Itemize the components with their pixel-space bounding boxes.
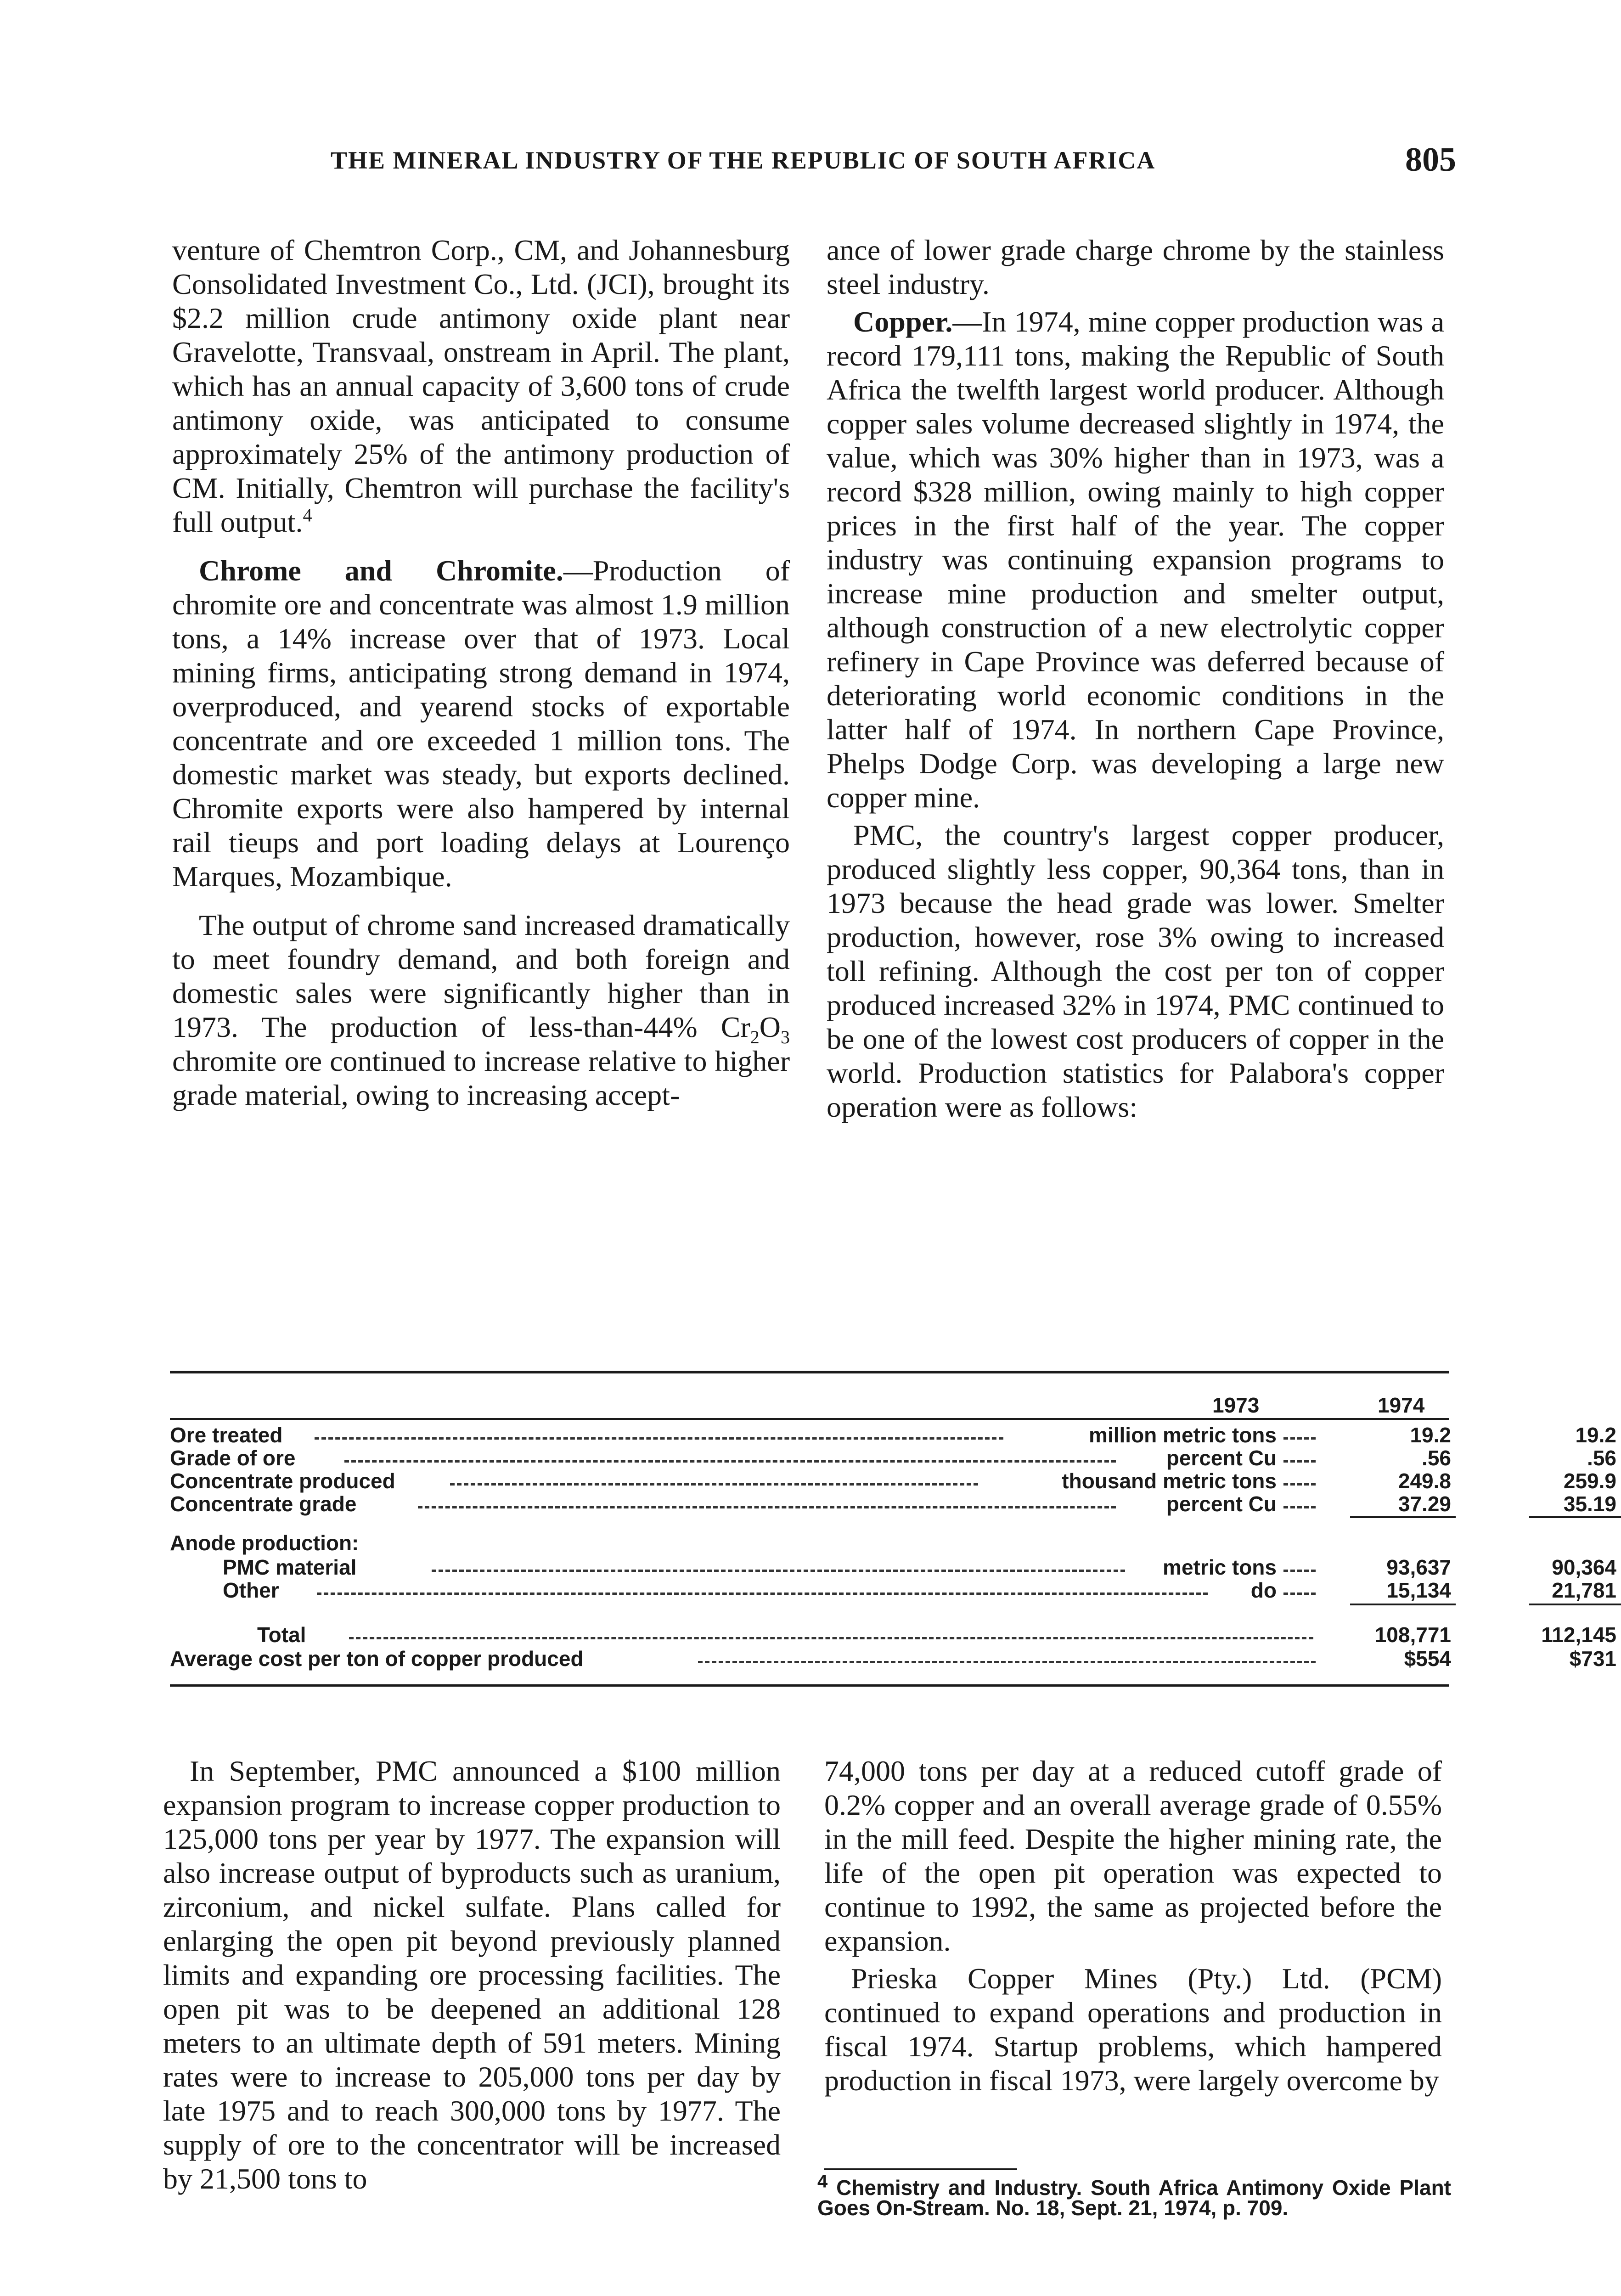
- anode-heading: Anode production:: [170, 1531, 359, 1555]
- paragraph-continued: ance of lower grade charge chrome by the stainless steel industry.: [827, 234, 1444, 300]
- row-label: PMC material: [223, 1555, 357, 1579]
- table-row: [170, 1531, 1449, 1554]
- paragraph-antimony: [172, 233, 790, 539]
- leader-dots: [1283, 1483, 1316, 1486]
- subtotal-rule: [1529, 1516, 1621, 1518]
- leader-dots: [349, 1637, 1313, 1639]
- column-top-right: [827, 233, 1444, 1128]
- subscript: 3: [781, 1026, 790, 1047]
- running-title: THE MINERAL INDUSTRY OF THE REPUBLIC OF SOUTH AFRICA: [331, 146, 1156, 174]
- leader-dots: [1283, 1460, 1316, 1463]
- leader-dots: [698, 1661, 1316, 1663]
- table-row: [170, 1647, 1616, 1671]
- table-row: [170, 1469, 1616, 1493]
- table-row: [170, 1446, 1616, 1470]
- paragraph-prieska: Prieska Copper Mines (Pty.) Ltd. (PCM) continued to expand operations and production in fiscal 1974. Startup problems, which hampered production in fiscal 1973, were largely overcome by: [824, 1962, 1442, 2097]
- footnote: [817, 2171, 1451, 2220]
- column-bottom-left: [163, 1754, 781, 2200]
- value-1974: 112,145: [1541, 1623, 1616, 1647]
- footnote-marker: 4: [817, 2171, 828, 2192]
- leader-dots: [315, 1437, 1003, 1440]
- leader-dots: [418, 1506, 1116, 1508]
- row-label: Concentrate grade: [170, 1492, 357, 1516]
- footnote-ref: 4: [303, 505, 312, 526]
- row-label: Total: [257, 1623, 306, 1647]
- table-bottom-rule: [170, 1684, 1449, 1687]
- table-header-rule: [170, 1418, 1449, 1420]
- leader-dots: [317, 1593, 1208, 1595]
- value-1974: .56: [1587, 1446, 1616, 1470]
- em-dash: —: [563, 554, 593, 587]
- row-label: Ore treated: [170, 1423, 283, 1447]
- column-top-left: [172, 233, 790, 1116]
- value-1973: 108,771: [1374, 1623, 1451, 1647]
- paragraph-chrome-sand: [172, 908, 790, 1112]
- footnote-text: Chemistry and Industry. South Africa Antimony Oxide Plant Goes On-Stream. No. 18, Sept. 21, 1974, p. 709.: [817, 2176, 1451, 2220]
- table-row: [170, 1492, 1616, 1516]
- paragraph-text: In 1974, mine copper production was a record 179,111 tons, making the Republic of South Africa the twelfth largest world producer. Although copper sales volume decreased slightly in 1974, the value, which was 30% higher than in 1973, was a record $328 million, owing mainly to high copper prices in the first half of the year. The copper industry was continuing expansion programs to increase mine production and smelter output, although construction of a new electrolytic copper refinery in Cape Province was deferred because of deteriorating world economic conditions in the latter half of 1974. In northern Cape Province, Phelps Dodge Corp. was developing a large new copper mine.: [827, 305, 1444, 814]
- leader-dots: [344, 1460, 1116, 1463]
- table-row: [170, 1578, 1616, 1602]
- table-row: [170, 1555, 1616, 1579]
- paragraph-copper: [827, 305, 1444, 815]
- column-header-1974: 1974: [1378, 1393, 1425, 1417]
- value-1973: 15,134: [1386, 1578, 1451, 1602]
- paragraph-text: The output of chrome sand increased dramatically to meet foundry demand, and both foreign and domestic sales were significantly higher than in 1973. The production of less-than-44% Cr: [172, 909, 790, 1043]
- row-unit: thousand metric tons: [1062, 1469, 1277, 1493]
- leader-dots: [450, 1483, 978, 1486]
- paragraph-text: venture of Chemtron Corp., CM, and Johannesburg Consolidated Investment Co., Ltd. (JCI), brought its $2.2 million crude antimony oxide plant near Gravelotte, Transvaal, onstream in April. The plant, which has an annual capacity of 3,600 tons of crude antimony oxide, was anticipated to consume approximately 25% of the antimony production of CM. Initially, Chemtron will purchase the facility's full output.: [172, 234, 790, 538]
- column-bottom-right: [824, 1754, 1442, 2101]
- page-number: 805: [1405, 141, 1456, 179]
- row-unit: do: [1250, 1578, 1277, 1602]
- paragraph-text: O: [759, 1011, 781, 1043]
- row-label: Average cost per ton of copper produced: [170, 1647, 584, 1671]
- row-label: Concentrate produced: [170, 1469, 395, 1493]
- footnote-rule: [824, 2168, 1017, 2170]
- subtotal-rule: [1350, 1516, 1456, 1518]
- value-1973: 19.2: [1410, 1423, 1451, 1447]
- paragraph-text: Production of chromite ore and concentrate was almost 1.9 million tons, a 14% increase over that of 1973. Local mining firms, anticipating strong demand in 1974, overproduced, and yearend stocks of exportable concentrate and ore exceeded 1 million tons. The domestic market was steady, but exports declined. Chromite exports were also hampered by internal rail tieups and port loading delays at Lourenço Marques, Mozambique.: [172, 554, 790, 893]
- section-heading-chrome: Chrome and Chromite.: [199, 554, 563, 587]
- paragraph-pmc: PMC, the country's largest copper producer, produced slightly less copper, 90,364 tons, than in 1973 because the head grade was lower. Smelter production, however, rose 3% owing to increased toll refining. Although the cost per ton of copper produced increased 32% in 1974, PMC continued to be one of the lowest cost producers of copper in the world. Production statistics for Palabora's copper operation were as follows:: [827, 819, 1444, 1123]
- leader-dots: [432, 1570, 1125, 1572]
- subscript: 2: [750, 1026, 760, 1047]
- paragraph-expansion: In September, PMC announced a $100 million expansion program to increase copper production to 125,000 tons per year by 1977. The expansion will also increase output of byproducts such as uranium, zirconium, and nickel sulfate. Plans called for enlarging the open pit beyond previously planned limits and expanding ore processing facilities. The open pit was to be deepened an additional 128 meters to an ultimate depth of 591 meters. Mining rates were to increase to 205,000 tons per day by late 1975 and to reach 300,000 tons by 1977. The supply of ore to the concentrator will be increased by 21,500 tons to: [163, 1755, 781, 2195]
- paragraph-chromite: [172, 554, 790, 894]
- value-1973: 93,637: [1386, 1555, 1451, 1579]
- table-row: [170, 1623, 1616, 1647]
- leader-dots: [1283, 1570, 1316, 1572]
- row-label: Other: [223, 1578, 279, 1602]
- row-unit: million metric tons: [1089, 1423, 1277, 1447]
- value-1974: 259.9: [1563, 1469, 1616, 1493]
- table-top-rule: [170, 1371, 1449, 1373]
- value-1973: .56: [1422, 1446, 1451, 1470]
- leader-dots: [1283, 1506, 1316, 1508]
- row-unit: metric tons: [1163, 1555, 1277, 1579]
- value-1974: 19.2: [1575, 1423, 1616, 1447]
- paragraph-continued: 74,000 tons per day at a reduced cutoff grade of 0.2% copper and an overall average grade of 0.55% in the mill feed. Despite the higher mining rate, the life of the open pit operation was expected to continue to 1992, the same as projected before the expansion.: [824, 1755, 1442, 1957]
- value-1973: 249.8: [1398, 1469, 1451, 1493]
- value-1974: $731: [1569, 1647, 1616, 1671]
- row-unit: percent Cu: [1166, 1492, 1277, 1516]
- column-header-1973: 1973: [1212, 1393, 1260, 1417]
- row-label: Grade of ore: [170, 1446, 296, 1470]
- section-heading-copper: Copper.: [853, 305, 953, 338]
- leader-dots: [1283, 1437, 1316, 1440]
- subtotal-rule: [1529, 1604, 1621, 1605]
- subtotal-rule: [1350, 1604, 1456, 1605]
- value-1974: 21,781: [1552, 1578, 1616, 1602]
- row-unit: percent Cu: [1166, 1446, 1277, 1470]
- value-1973: $554: [1404, 1647, 1451, 1671]
- value-1974: 35.19: [1563, 1492, 1616, 1516]
- paragraph-text: chromite ore continued to increase relative to higher grade material, owing to increasing accept-: [172, 1045, 790, 1111]
- em-dash: —: [952, 305, 982, 338]
- leader-dots: [1283, 1593, 1316, 1595]
- value-1974: 90,364: [1552, 1555, 1616, 1579]
- table-row: [170, 1423, 1616, 1447]
- value-1973: 37.29: [1398, 1492, 1451, 1516]
